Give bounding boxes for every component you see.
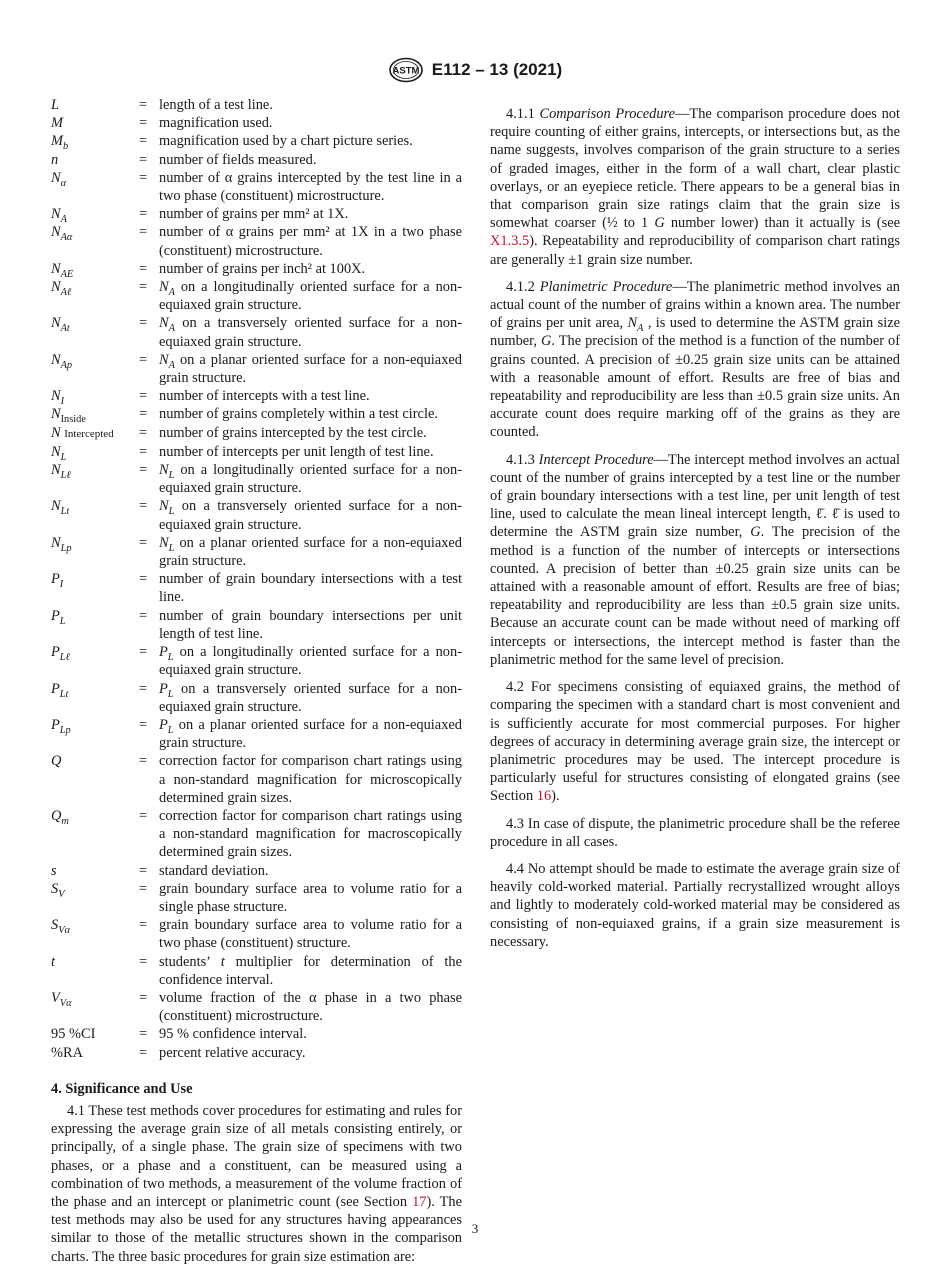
symbol-row: $P_{L\ell}$ = $P_L$ on a longitudinally oriented surface for a non-equiaxed grain structure. [51,644,462,679]
section-17-link[interactable]: 17 [412,1193,427,1210]
symbol-row: $N_\alpha$ = number of α grains intercepted by the test line in a two phase (constituent) microstructure. [51,169,462,205]
page-header [0,55,950,85]
symbol-row: $P_I$ = number of grain boundary intersections with a test line. [51,571,462,606]
paragraph-4-1-1: 4.1.1 Comparison Procedure—The comparison procedure does not require counting of either grains, intercepts, or intersections but, as the name suggests, involves comparison of the grain structure to a series of graded images, either in the form of a wall chart, clear plastic overlays, or an eyepiece reticle. There appears to be a general bias in that comparison grain size ratings claim that the grain size is somewhat coarser (½ to 1 G number lower) than it actually is (see X1.3.5). Repeatability and reproducibility of comparison chart ratings are generally ±1 grain size number. [490,106,900,268]
logo-text: ASTM [392,65,420,77]
section-16-link[interactable]: 16 [536,788,552,805]
symbol-row: $N_{Ap}$ = $N_A$ on a planar oriented surface for a non-equiaxed grain structure. [51,351,462,387]
paragraph-4-3: 4.3 In case of dispute, the planimetric procedure shall be the referee procedure in all cases. [490,815,900,850]
astm-logo-icon [388,57,424,83]
symbol-row: s = standard deviation. [51,862,269,879]
paragraph-4-1-3: 4.1.3 Intercept Procedure—The intercept method involves an actual count of the number of grains intercepted by a test line or the number of grain boundary intersections with a test line, per unit length of test line, used to calculate the mean lineal intercept length, ℓ̄. ℓ̄ is used to determine the ASTM grain size number, G. The precision of the method is a function of the number of intercepts or intersections counted. A precision of better than ±0.25 grain size units can be attained with a reasonable amount of effort. Results are free of bias; repeatability and reproducibility are less than ±0.5 grain size units. Because an accurate count can be made without need of marking off intercepts or intersections, the intercept method is faster than the planimetric method for the same level of precision. [490,451,900,668]
symbol-row: $N_{A\ell}$ = $N_A$ on a longitudinally oriented surface for a non-equiaxed grain structure. [51,279,462,314]
page-number: 3 [471,1221,479,1236]
symbol-row: $N_{Lt}$ = $N_L$ on a transversely oriented surface for a non-equiaxed grain structure. [51,498,462,533]
symbol-row: %RA = percent relative accuracy. [51,1044,306,1061]
symbol-row: $N_{Inside}$ = number of grains completely within a test circle. [51,406,438,426]
symbol-row: $P_{Lt}$ = $P_L$ on a transversely oriented surface for a non-equiaxed grain structure. [51,680,462,715]
symbol-row: $V_{V\alpha}$ = volume fraction of the α phase in a two phase (constituent) microstructure. [51,989,462,1025]
right-column [490,96,900,951]
symbol-row: L = length of a test line. [51,97,273,113]
symbol-row: $N_L$ = number of intercepts per unit length of test line. [51,443,434,463]
symbol-row: Q = correction factor for comparison chart ratings using a non-standard magnification for microscopically determined grain sizes. [51,753,462,806]
symbol-row: M = magnification used. [51,115,273,132]
x1-3-5-link[interactable]: X1.3.5 [490,233,530,250]
symbol-row: $N_{At}$ = $N_A$ on a transversely oriented surface for a non-equiaxed grain structure. [51,315,462,350]
symbol-row: n = number of fields measured. [51,151,317,168]
symbol-row: $P_{Lp}$ = $P_L$ on a planar oriented surface for a non-equiaxed grain structure. [51,716,462,752]
paragraph-4-2: 4.2 For specimens consisting of equiaxed grains, the method of comparing the specimen with a standard chart is most convenient and is sufficiently accurate for most commercial purposes. For higher degrees of accuracy in determining average grain size, the intercept or planimetric procedures may be used. The intercept procedure is particularly useful for structures consisting of elongated grains (see Section 16). [490,679,900,805]
symbol-row: $N_{L\ell}$ = $N_L$ on a longitudinally oriented surface for a non-equiaxed grain structure. [51,462,462,497]
paragraph-4-4: 4.4 No attempt should be made to estimate the average grain size of heavily cold-worked material. Partially recrystallized wrought alloys and lightly to moderately cold-worked material may be considered as consisting of non-equiaxed grains, if a grain size measurement is necessary. [490,860,900,950]
left-column [51,96,462,1266]
symbol-row: $N_{A\alpha}$ = number of α grains per mm² at 1X in a two phase (constituent) microstructure. [51,224,462,259]
symbol-row: $N_I$ = number of intercepts with a test line. [51,388,370,408]
symbol-row: $S_V$ = grain boundary surface area to volume ratio for a single phase structure. [51,880,462,915]
symbol-row: $Q_m$ = correction factor for comparison chart ratings using a non-standard magnification for macroscopically determined grain sizes. [51,807,462,861]
section-heading: 4. Significance and Use [51,1080,193,1097]
symbol-row: N Intercepted = number of grains intercepted by the test circle. [51,424,427,441]
symbol-row: $N_{Lp}$ = $N_L$ on a planar oriented surface for a non-equiaxed grain structure. [51,534,462,570]
symbol-row: t = students’ t multiplier for determination of the confidence interval. [51,953,462,988]
standard-designation: E112 – 13 (2021) [431,60,563,79]
symbol-row: 95 %CI = 95 % confidence interval. [51,1026,307,1043]
paragraph-4-1: 4.1 These test methods cover procedures for estimating and rules for expressing the average grain size of all metals consisting entirely, or principally, of a single phase. The grain size of specimens with two phases, or a phase and a constituent, can be measured using a combination of two methods, a measurement of the volume fraction of the phase and an intercept or planimetric count (see Section 17). The test methods may also be used for any structures having appearances similar to those of the metallic structures shown in the comparison charts. The three basic procedures for grain size estimation are: [51,1102,462,1265]
symbol-row: $M_b$ = magnification used by a chart picture series. [51,133,413,153]
symbol-row: $P_L$ = number of grain boundary intersections per unit length of test line. [51,607,462,642]
paragraph-4-1-2: 4.1.2 Planimetric Procedure—The planimetric method involves an actual count of the number of grains within a known area. The number of grains per unit area, $N_A$ , is used to determine the ASTM grain size number, G. The precision of the method is a function of the number of grains counted. A precision of ±0.25 grain size units can be attained with a reasonable amount of effort. Results are free of bias and repeatability and reproducibility are less than ±0.5 grain size units. An accurate count does require marking off of the grains as they are counted. [490,278,900,441]
symbol-row: $N_A$ = number of grains per mm² at 1X. [51,206,349,226]
symbol-row: $S_{V\alpha}$ = grain boundary surface area to volume ratio for a two phase (constituent) structure. [51,917,462,952]
symbol-row: $N_{AE}$ = number of grains per inch² at 100X. [51,260,366,280]
